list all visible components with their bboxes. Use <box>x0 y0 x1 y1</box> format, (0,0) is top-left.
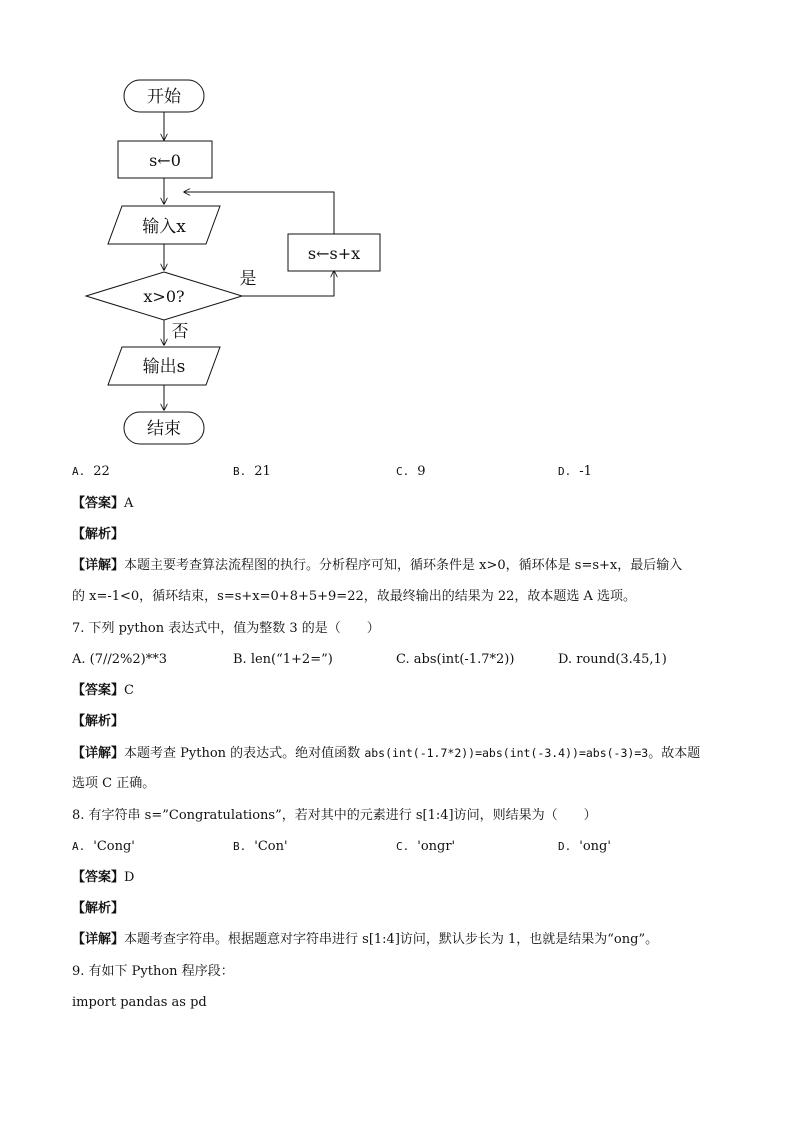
q8-stem: 8. 有字符串 s=”Congratulations”，若对其中的元素进行 s[1:4]访问，则结果为（ ） <box>72 808 597 823</box>
q9-stem: 9. 有如下 Python 程序段： <box>72 964 234 979</box>
answer-tag: 【答案】 <box>72 683 125 698</box>
q7-detail-line-2: 选项 C 正确。 <box>72 776 156 791</box>
detail-tag: 【详解】 <box>72 558 125 573</box>
q6-detail-line-1 <box>72 557 682 575</box>
option-letter: C. <box>396 840 410 853</box>
yes-label: 是 <box>239 269 257 289</box>
option-text: 'ongr' <box>417 839 456 854</box>
analysis-tag: 【解析】 <box>72 714 125 729</box>
option-letter: B. <box>233 465 247 478</box>
start-label: 开始 <box>147 87 181 107</box>
option-letter: D. <box>558 840 572 853</box>
no-label: 否 <box>171 322 189 342</box>
option-letter: D. <box>558 465 572 478</box>
output-label: 输出s <box>142 357 186 377</box>
option-letter: C. <box>396 652 410 667</box>
option-letter: D. <box>558 652 573 667</box>
q8-option-a <box>72 838 135 856</box>
q7-option-c <box>396 651 514 669</box>
option-text: len(“1+2=”) <box>250 652 333 667</box>
detail-text: 本题主要考查算法流程图的执行。分析程序可知，循环条件是 x>0，循环体是 s=s+x，最后输入 <box>124 558 683 573</box>
option-text: abs(int(-1.7*2)) <box>413 652 515 667</box>
option-letter: B. <box>233 652 247 667</box>
q7-analysis <box>72 713 124 731</box>
condition-label: x>0? <box>143 287 185 306</box>
option-text: 'Con' <box>254 839 288 854</box>
detail-code: abs(int(-1.7*2))=abs(int(-3.4))=abs(-3)=3 <box>364 746 649 760</box>
q6-option-a <box>72 463 110 481</box>
detail-text-tail: 。故本题 <box>648 746 701 761</box>
answer-tag: 【答案】 <box>72 870 125 885</box>
answer-value: C <box>124 683 134 698</box>
analysis-tag: 【解析】 <box>72 527 125 542</box>
answer-value: A <box>124 496 134 511</box>
q8-analysis <box>72 900 124 918</box>
option-text: 'ong' <box>579 839 611 854</box>
update-label: s←s+x <box>307 244 361 263</box>
q7-stem: 7. 下列 python 表达式中，值为整数 3 的是（ ） <box>72 621 380 636</box>
option-letter: A. <box>72 840 86 853</box>
option-text: -1 <box>579 464 592 479</box>
option-letter: A. <box>72 652 86 667</box>
q6-detail-line-2: 的 x=-1<0，循环结束，s=s+x=0+8+5+9=22，故最终输出的结果为 22，故本题选 A 选项。 <box>72 589 637 604</box>
q8-option-b <box>233 838 288 856</box>
option-text: 'Cong' <box>93 839 135 854</box>
option-text: 21 <box>254 464 271 479</box>
flowchart <box>0 0 420 460</box>
q6-option-b <box>233 463 271 481</box>
q7-option-d <box>558 651 667 669</box>
q7-answer <box>72 682 134 700</box>
detail-tag: 【详解】 <box>72 746 125 761</box>
option-letter: B. <box>233 840 247 853</box>
q9-code-line-1: import pandas as pd <box>72 995 207 1010</box>
detail-text: 本题考查字符串。根据题意对字符串进行 s[1:4]访问，默认步长为 1，也就是结果为“ong”。 <box>124 932 659 947</box>
option-text: (7//2%2)**3 <box>89 652 168 667</box>
q7-option-a <box>72 651 167 669</box>
detail-tag: 【详解】 <box>72 932 125 947</box>
q7-option-b <box>233 651 333 669</box>
q7-detail-line-1 <box>72 744 700 763</box>
q6-option-c <box>396 463 426 481</box>
option-text: round(3.45,1) <box>576 652 667 667</box>
end-label: 结束 <box>147 419 181 439</box>
q6-answer <box>72 495 133 513</box>
option-text: 22 <box>93 464 110 479</box>
detail-text: 本题考查 Python 的表达式。绝对值函数 <box>124 746 365 761</box>
q8-detail-line-1 <box>72 931 658 949</box>
answer-value: D <box>124 870 135 885</box>
q8-option-c <box>396 838 455 856</box>
answer-tag: 【答案】 <box>72 496 125 511</box>
q8-option-d <box>558 838 611 856</box>
q6-analysis <box>72 526 124 544</box>
input-label: 输入x <box>142 217 186 237</box>
option-letter: C. <box>396 465 410 478</box>
option-letter: A. <box>72 465 86 478</box>
q8-answer <box>72 869 134 887</box>
option-text: 9 <box>417 464 426 479</box>
init-label: s←0 <box>149 151 181 170</box>
analysis-tag: 【解析】 <box>72 901 125 916</box>
q6-option-d <box>558 463 592 481</box>
